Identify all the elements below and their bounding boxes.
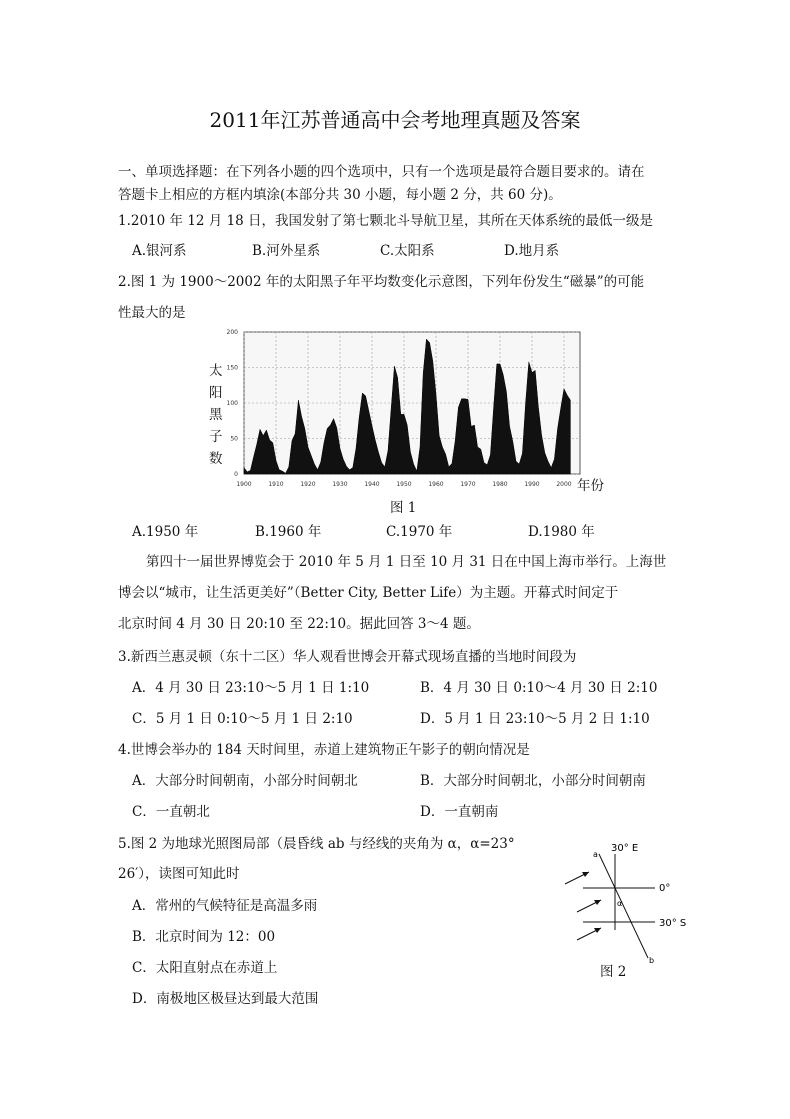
x-tick-label: 1960 xyxy=(428,481,444,488)
figure1-ylabel xyxy=(209,360,225,470)
section-instruction-line1: 一、单项选择题：在下列各小题的四个选项中，只有一个选项是最符合题目要求的。请在 xyxy=(118,164,645,180)
angle-alpha-label: α xyxy=(617,899,623,908)
sunspot-chart-svg xyxy=(200,324,620,514)
figure1-chart xyxy=(200,324,620,514)
q4-option-c: C．一直朝北 xyxy=(132,804,210,820)
q5-option-b: B．北京时间为 12：00 xyxy=(132,929,276,945)
label-equator: 0° xyxy=(659,883,671,894)
ylabel-char: 太 xyxy=(209,363,223,379)
q3-option-a: A．4 月 30 日 23:10～5 月 1 日 1:10 xyxy=(132,680,370,696)
q5-option-c: C．太阳直射点在赤道上 xyxy=(132,960,278,976)
x-tick-label: 1910 xyxy=(268,481,284,488)
q2-stem-line2: 性最大的是 xyxy=(118,305,186,321)
q2-option-b: B.1960 年 xyxy=(255,524,322,540)
y-tick-label: 100 xyxy=(226,400,238,407)
page-title: 2011年江苏普通高中会考地理真题及答案 xyxy=(209,108,581,132)
figure1-xlabel: 年份 xyxy=(577,478,604,494)
q5-option-d: D．南极地区极昼达到最大范围 xyxy=(132,991,319,1007)
x-tick-label: 1900 xyxy=(236,481,252,488)
q4-option-b: B．大部分时间朝北，小部分时间朝南 xyxy=(420,773,646,789)
q5-option-a: A．常州的气候特征是高温多雨 xyxy=(132,898,318,914)
q1-option-a: A.银河系 xyxy=(132,243,187,259)
ylabel-char: 黑 xyxy=(209,407,223,423)
q4-option-d: D．一直朝南 xyxy=(420,804,499,820)
point-b-label: b xyxy=(649,956,655,965)
q1-stem: 1.2010 年 12 月 18 日，我国发射了第七颗北斗导航卫星，其所在天体系统的最低一级是 xyxy=(118,213,654,229)
q5-stem-line1: 5.图 2 为地球光照图局部（晨昏线 ab 与经线的夹角为 α，α=23° xyxy=(118,836,515,852)
x-tick-label: 1950 xyxy=(396,481,412,488)
q1-option-c: C.太阳系 xyxy=(380,243,435,259)
q1-option-b: B.河外星系 xyxy=(252,243,321,259)
y-tick-label: 150 xyxy=(226,364,238,372)
q1-option-d: D.地月系 xyxy=(504,243,560,259)
q3-stem: 3.新西兰惠灵顿（东十二区）华人观看世博会开幕式现场直播的当地时间段为 xyxy=(118,649,577,665)
figure2-diagram xyxy=(555,840,705,980)
ylabel-char: 阳 xyxy=(209,385,223,401)
x-tick-label: 1930 xyxy=(332,481,348,488)
figure2-caption: 图 2 xyxy=(600,964,627,980)
x-tick-label: 1980 xyxy=(492,481,508,488)
q4-stem: 4.世博会举办的 184 天时间里，赤道上建筑物正午影子的朝向情况是 xyxy=(118,742,530,758)
passage-line3: 北京时间 4 月 30 日 20:10 至 22:10。据此回答 3～4 题。 xyxy=(118,616,480,632)
q5-stem-line2: 26′），读图可知此时 xyxy=(118,866,240,882)
y-tick-label: 200 xyxy=(226,329,238,336)
passage-line1: 第四十一届世界博览会于 2010 年 5 月 1 日至 10 月 31 日在中国上海市举行。上海世 xyxy=(146,554,667,570)
q3-option-d: D．5 月 1 日 23:10～5 月 2 日 1:10 xyxy=(420,711,650,727)
q2-stem-line1: 2.图 1 为 1900～2002 年的太阳黑子年平均数变化示意图，下列年份发生“磁暴”的可能 xyxy=(118,274,645,290)
x-tick-label: 1970 xyxy=(460,481,476,488)
y-tick-label: 50 xyxy=(230,435,238,443)
point-a-label: a xyxy=(593,850,598,859)
x-tick-label: 1940 xyxy=(364,481,380,488)
section-instruction-line2: 答题卡上相应的方框内填涂(本部分共 30 小题，每小题 2 分，共 60 分)。 xyxy=(118,187,562,203)
passage-line2: 博会以“城市，让生活更美好”（Better City, Better Life）为主题。开幕式时间定于 xyxy=(118,585,619,601)
q3-option-c: C．5 月 1 日 0:10～5 月 1 日 2:10 xyxy=(132,711,353,727)
q2-option-d: D.1980 年 xyxy=(528,524,595,540)
q4-option-a: A．大部分时间朝南，小部分时间朝北 xyxy=(132,773,358,789)
label-30s: 30° S xyxy=(659,918,687,929)
q2-option-a: A.1950 年 xyxy=(132,524,199,540)
y-tick-label: 0 xyxy=(234,471,238,478)
x-tick-label: 2000 xyxy=(556,481,572,488)
q3-option-b: B．4 月 30 日 0:10～4 月 30 日 2:10 xyxy=(420,680,658,696)
ylabel-char: 子 xyxy=(209,429,223,445)
label-30e: 30° E xyxy=(611,843,639,854)
figure1-caption: 图 1 xyxy=(390,500,417,516)
q2-option-c: C.1970 年 xyxy=(386,524,453,540)
ylabel-char: 数 xyxy=(209,451,223,467)
x-tick-label: 1920 xyxy=(300,481,316,488)
x-tick-label: 1990 xyxy=(524,481,540,488)
terminator-line-ab xyxy=(599,854,648,958)
